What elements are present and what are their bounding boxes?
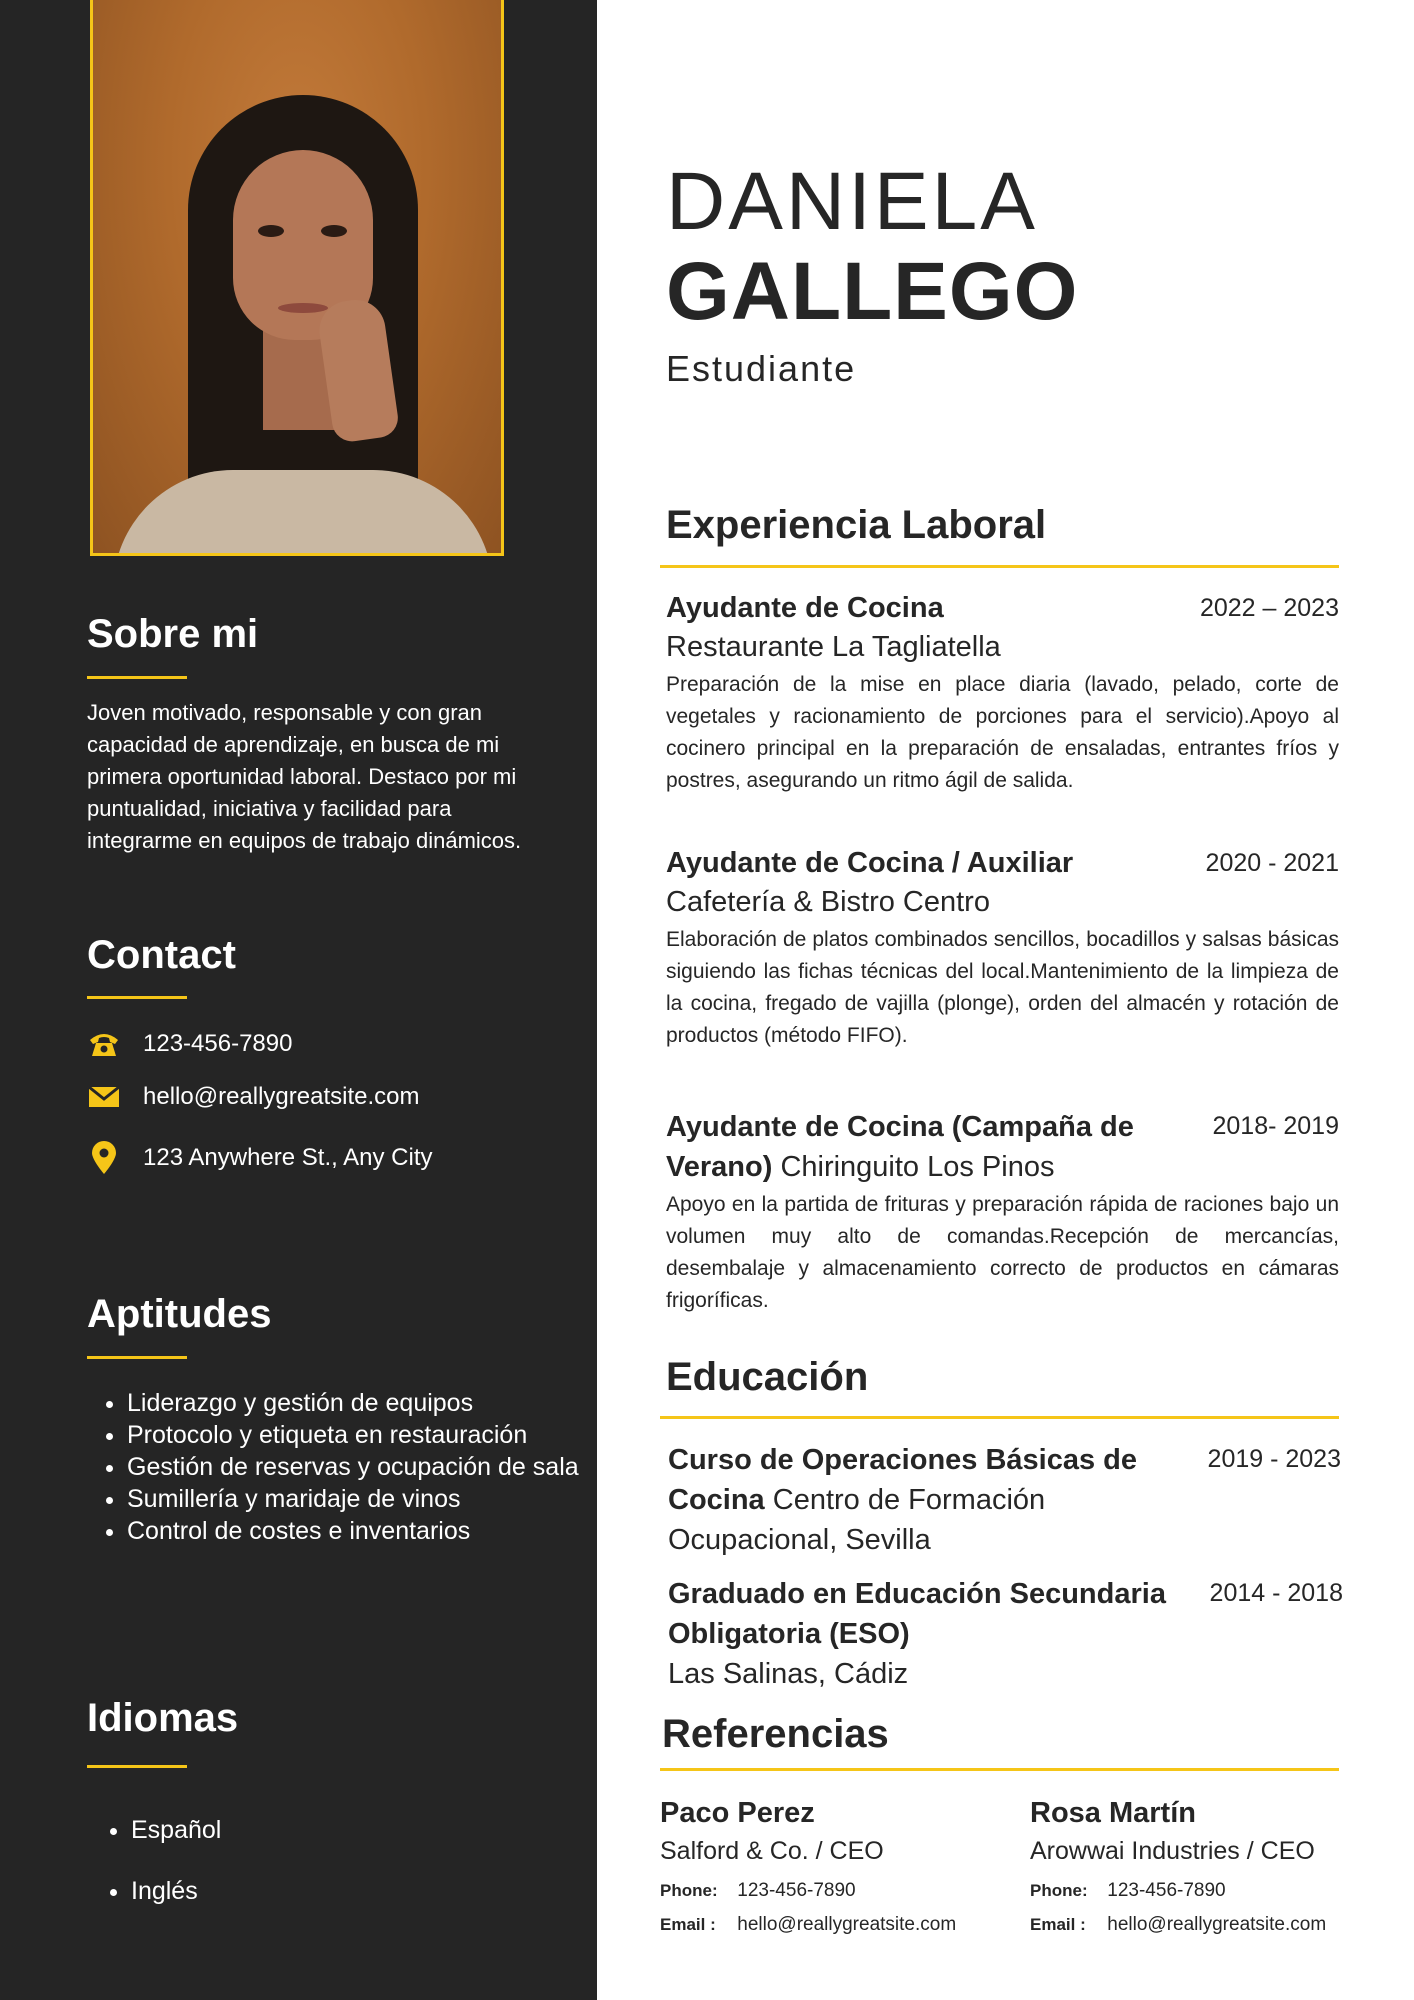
- about-heading: Sobre mi: [87, 612, 259, 656]
- contact-heading: Contact: [87, 933, 236, 977]
- language-item: • Inglés: [131, 1861, 221, 1922]
- reference-email-row: [1030, 1912, 1380, 1938]
- experience-heading: Experiencia Laboral: [666, 503, 1047, 547]
- skill-item: • Protocolo y etiqueta en restauración: [127, 1419, 597, 1451]
- reference-email[interactable]: hello@reallygreatsite.com: [1107, 1914, 1327, 1935]
- skill-item: • Liderazgo y gestión de equipos: [127, 1387, 597, 1419]
- skills-list: [87, 1387, 597, 1547]
- reference-name: Paco Perez: [660, 1797, 815, 1829]
- reference-phone[interactable]: 123-456-7890: [737, 1880, 856, 1901]
- reference-phone[interactable]: 123-456-7890: [1107, 1880, 1226, 1901]
- skill-item: • Sumillería y maridaje de vinos: [127, 1483, 597, 1515]
- contact-phone[interactable]: 123-456-7890: [143, 1030, 293, 1057]
- reference-phone-label: Phone:: [660, 1881, 718, 1900]
- profile-photo: [90, 0, 504, 556]
- job-role: Estudiante: [666, 348, 857, 389]
- last-name: GALLEGO: [666, 246, 1079, 337]
- education-entry: [668, 1440, 1341, 1560]
- job-description: Elaboración de platos combinados sencillos, bocadillos y salsas básicas siguiendo las fichas técnicas del local.Mantenimiento de la limpieza de la cocina, fregado de vajilla (plonge), orden del almacén y rotación de productos (método FIFO).: [666, 928, 1339, 1047]
- reference-phone-row: [660, 1878, 1000, 1904]
- job-company: Chiringuito Los Pinos: [780, 1151, 1055, 1183]
- education-divider: [660, 1416, 1339, 1419]
- job-entry: [666, 844, 1339, 1052]
- job-entry: [666, 589, 1339, 797]
- email-icon: [87, 1080, 121, 1114]
- location-icon: [87, 1141, 121, 1175]
- education-entry: [668, 1574, 1343, 1694]
- job-company: Cafetería & Bistro Centro: [666, 886, 990, 918]
- languages-heading: Idiomas: [87, 1696, 239, 1740]
- reference-company: Salford & Co. / CEO: [660, 1837, 884, 1865]
- contact-email[interactable]: hello@reallygreatsite.com: [143, 1083, 420, 1110]
- job-years: 2022 – 2023: [1199, 594, 1339, 622]
- education-title: Curso de Operaciones Básicas de Cocina: [668, 1444, 1138, 1516]
- language-item: • Español: [131, 1800, 221, 1861]
- job-years: 2020 - 2021: [1205, 849, 1339, 877]
- reference-company: Arowwai Industries / CEO: [1030, 1837, 1315, 1865]
- reference-card: [1030, 1794, 1380, 1938]
- job-description: Preparación de la mise en place diaria (lavado, pelado, corte de vegetales y racionamiento de porciones para el servicio).Apoyo al cocinero principal en la preparación de ensaladas, entrantes fríos y postres, asegurando un ritmo ágil de salida.: [666, 673, 1339, 792]
- languages-list: [87, 1800, 221, 1922]
- reference-card: [660, 1794, 1000, 1938]
- references-divider: [660, 1768, 1339, 1771]
- skill-item: • Gestión de reservas y ocupación de sala: [127, 1451, 597, 1483]
- education-years: 2014 - 2018: [1209, 1579, 1343, 1607]
- education-years: 2019 - 2023: [1207, 1445, 1341, 1473]
- experience-divider: [660, 565, 1339, 568]
- contact-address: 123 Anywhere St., Any City: [143, 1144, 433, 1171]
- reference-email-label: Email :: [1030, 1915, 1086, 1934]
- education-institution: Las Salinas, Cádiz: [668, 1658, 909, 1690]
- sidebar: [0, 0, 597, 2000]
- about-divider: [87, 676, 187, 679]
- phone-icon: [87, 1027, 121, 1061]
- first-name: DANIELA: [666, 156, 1038, 247]
- job-title: Ayudante de Cocina (Campaña de Verano): [666, 1111, 1134, 1183]
- skills-divider: [87, 1356, 187, 1359]
- languages-divider: [87, 1765, 187, 1768]
- skills-heading: Aptitudes: [87, 1292, 272, 1336]
- contact-divider: [87, 996, 187, 999]
- education-heading: Educación: [666, 1355, 869, 1399]
- reference-name: Rosa Martín: [1030, 1797, 1196, 1829]
- skill-item: • Control de costes e inventarios: [127, 1515, 597, 1547]
- education-institution: Centro de Formación Ocupacional, Sevilla: [668, 1484, 1046, 1556]
- job-description: Apoyo en la partida de frituras y preparación rápida de raciones bajo un volumen muy alto de comandas.Recepción de mercancías, desembalaje y almacenamiento correcto de productos en cámaras frigoríficas.: [666, 1193, 1339, 1312]
- job-years: 2018- 2019: [1212, 1112, 1339, 1140]
- job-entry: [666, 1107, 1339, 1317]
- contact-address-row: [87, 1141, 433, 1175]
- reference-phone-row: [1030, 1878, 1380, 1904]
- reference-email-row: [660, 1912, 1000, 1938]
- references-heading: Referencias: [662, 1712, 889, 1756]
- contact-email-row: [87, 1080, 419, 1114]
- reference-email-label: Email :: [660, 1915, 716, 1934]
- education-title: Graduado en Educación Secundaria Obligatoria (ESO): [668, 1578, 1166, 1650]
- job-title: Ayudante de Cocina / Auxiliar: [666, 847, 1074, 879]
- contact-phone-row: [87, 1027, 292, 1061]
- job-title: Ayudante de Cocina: [666, 592, 944, 624]
- about-text: Joven motivado, responsable y con gran capacidad de aprendizaje, en busca de mi primera oportunidad laboral. Destaco por mi puntualidad, iniciativa y facilidad para integrarme en equipos de trabajo dinámicos.: [87, 700, 522, 853]
- reference-phone-label: Phone:: [1030, 1881, 1088, 1900]
- job-company: Restaurante La Tagliatella: [666, 631, 1001, 663]
- reference-email[interactable]: hello@reallygreatsite.com: [737, 1914, 957, 1935]
